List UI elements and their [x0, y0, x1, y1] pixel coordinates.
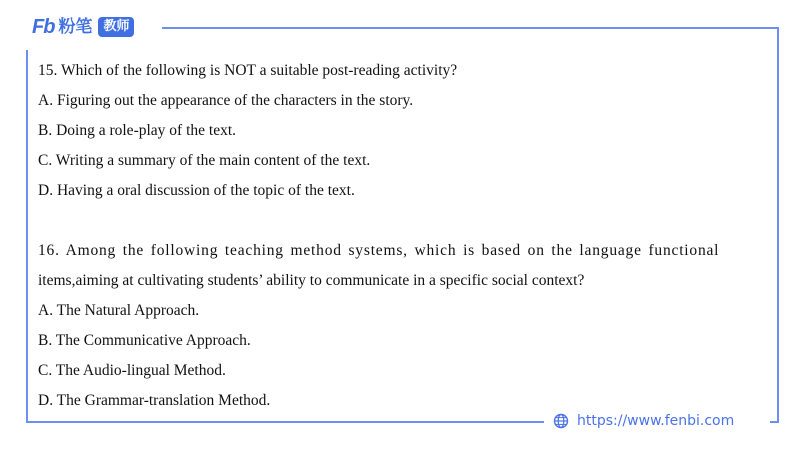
- question-stem: 15. Which of the following is NOT a suitable post-reading activity?: [38, 62, 458, 79]
- option-a: A. The Natural Approach.: [38, 302, 200, 319]
- brand-logo: [32, 14, 134, 40]
- question-stem-line-1: 16. Among the following teaching method systems, which is based on the language functional: [38, 242, 720, 259]
- question-16: [38, 236, 758, 416]
- logo-mark: Fb: [32, 16, 55, 38]
- frame-bottom-line: [26, 421, 544, 423]
- frame-top-line: [162, 27, 779, 29]
- option-b: B. The Communicative Approach.: [38, 332, 251, 349]
- frame-right-line: [777, 27, 779, 422]
- option-c: C. Writing a summary of the main content of the text.: [38, 152, 371, 169]
- question-spacer: [38, 206, 758, 236]
- question-stem-line-2: items,aiming at cultivating students’ ability to communicate in a specific social context?: [38, 272, 585, 289]
- option-c: C. The Audio-lingual Method.: [38, 362, 226, 379]
- option-b: B. Doing a role-play of the text.: [38, 122, 237, 139]
- option-d: D. The Grammar-translation Method.: [38, 392, 271, 409]
- globe-icon: [553, 413, 569, 429]
- option-a: A. Figuring out the appearance of the characters in the story.: [38, 92, 414, 109]
- question-15: [38, 56, 758, 206]
- question-content: [38, 56, 758, 416]
- logo-text: 粉笔: [58, 17, 93, 37]
- footer-url-text[interactable]: https://www.fenbi.com: [577, 413, 735, 429]
- logo-badge: 教师: [98, 17, 134, 37]
- footer-link[interactable]: [553, 410, 734, 432]
- option-d: D. Having a oral discussion of the topic of the text.: [38, 182, 355, 199]
- frame-bottom-right-line: [770, 421, 779, 423]
- frame-left-line: [26, 50, 28, 422]
